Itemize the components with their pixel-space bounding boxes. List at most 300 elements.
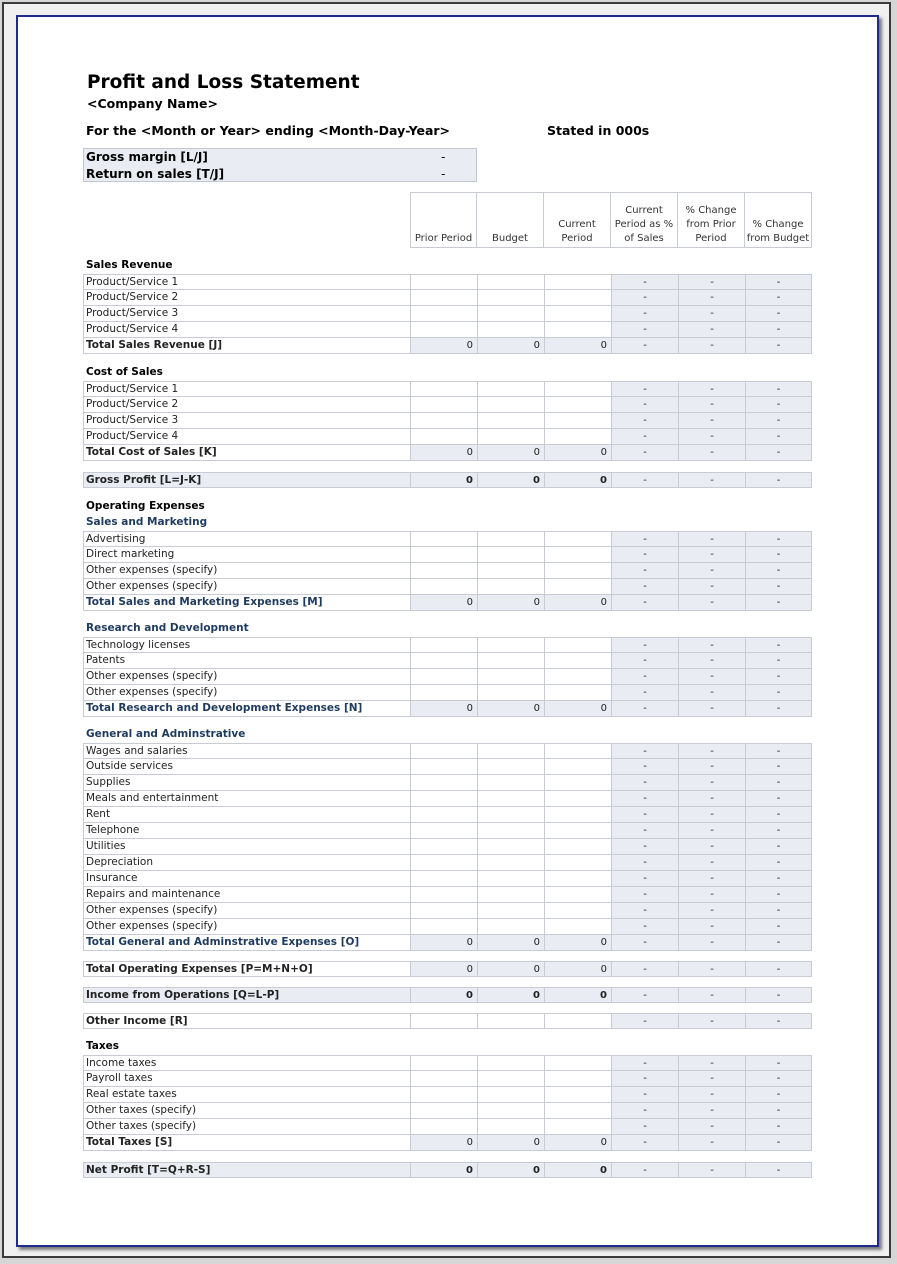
cell-current-period[interactable] (544, 1071, 611, 1087)
cell-pct-change-budget: - (745, 871, 812, 887)
cell-current-pct-sales: - (611, 637, 678, 653)
cell-current-pct-sales: - (611, 823, 678, 839)
line-item-row (83, 855, 812, 871)
cell-current-period[interactable] (544, 381, 611, 397)
row-label: Repairs and maintenance (83, 887, 410, 903)
cell-pct-change-budget: - (745, 1071, 812, 1087)
cell-pct-change-prior: - (678, 685, 745, 701)
column-header-current-period: Current Period (544, 192, 611, 248)
company-name[interactable]: <Company Name> (87, 96, 218, 111)
cell-budget[interactable] (477, 855, 544, 871)
row-label: Supplies (83, 775, 410, 791)
line-item-row (83, 887, 812, 903)
line-item-row (83, 1071, 812, 1087)
cell-pct-change-budget: - (745, 987, 812, 1003)
ratio-value: - (441, 167, 446, 181)
cell-budget[interactable] (477, 759, 544, 775)
line-item-row (83, 839, 812, 855)
cell-current-pct-sales: - (611, 322, 678, 338)
cell-current-period[interactable] (544, 531, 611, 547)
cell-budget[interactable] (477, 807, 544, 823)
cell-budget[interactable] (477, 429, 544, 445)
line-item-row (83, 322, 812, 338)
cell-current-pct-sales: - (611, 685, 678, 701)
cell-prior-period[interactable]: 0 (410, 472, 477, 488)
cell-budget[interactable] (477, 653, 544, 669)
cell-prior-period[interactable]: 0 (410, 338, 477, 354)
cell-prior-period[interactable]: 0 (410, 935, 477, 951)
cell-current-period[interactable] (544, 413, 611, 429)
cell-pct-change-budget: - (745, 961, 812, 977)
cell-prior-period[interactable] (410, 823, 477, 839)
cell-current-period[interactable] (544, 823, 611, 839)
cell-budget[interactable] (477, 887, 544, 903)
cell-budget[interactable] (477, 1119, 544, 1135)
cell-budget[interactable] (477, 823, 544, 839)
cell-prior-period[interactable] (410, 1103, 477, 1119)
cell-prior-period[interactable] (410, 839, 477, 855)
cell-current-pct-sales: - (611, 1055, 678, 1071)
line-item-row (83, 871, 812, 887)
cell-budget[interactable] (477, 413, 544, 429)
cell-pct-change-prior: - (678, 1103, 745, 1119)
cell-current-period[interactable] (544, 653, 611, 669)
cell-pct-change-prior: - (678, 1055, 745, 1071)
section-heading-research-development: Research and Development (86, 622, 249, 634)
row-label: Product/Service 4 (83, 429, 410, 445)
section-heading-general-admin: General and Adminstrative (86, 728, 246, 740)
cell-current-period[interactable]: 0 (544, 595, 611, 611)
cell-prior-period[interactable] (410, 775, 477, 791)
cell-budget[interactable]: 0 (477, 338, 544, 354)
cell-prior-period[interactable] (410, 397, 477, 413)
line-item-row (83, 759, 812, 775)
cell-current-period[interactable] (544, 871, 611, 887)
cell-prior-period[interactable] (410, 322, 477, 338)
row-label: Other expenses (specify) (83, 685, 410, 701)
cell-pct-change-prior: - (678, 935, 745, 951)
cell-current-period[interactable] (544, 759, 611, 775)
cell-current-pct-sales: - (611, 1087, 678, 1103)
cell-prior-period[interactable]: 0 (410, 961, 477, 977)
cell-budget[interactable]: 0 (477, 472, 544, 488)
cell-current-period[interactable] (544, 274, 611, 290)
cell-prior-period[interactable] (410, 759, 477, 775)
cell-current-period[interactable] (544, 839, 611, 855)
cell-current-pct-sales: - (611, 445, 678, 461)
section-heading-taxes: Taxes (86, 1040, 120, 1052)
income-from-operations-row (83, 987, 812, 1003)
cell-prior-period[interactable] (410, 807, 477, 823)
total-operating-expenses-row (83, 961, 812, 977)
cell-budget[interactable] (477, 775, 544, 791)
cell-pct-change-prior: - (678, 823, 745, 839)
row-label: Product/Service 4 (83, 322, 410, 338)
cell-pct-change-budget: - (745, 338, 812, 354)
stated-units: Stated in 000s (547, 123, 650, 138)
cell-budget[interactable] (477, 871, 544, 887)
other-income-row (83, 1013, 812, 1029)
cell-pct-change-budget: - (745, 381, 812, 397)
row-label: Other taxes (specify) (83, 1103, 410, 1119)
total-sales-revenue-row (83, 338, 812, 354)
cell-prior-period[interactable] (410, 1071, 477, 1087)
cell-pct-change-prior: - (678, 472, 745, 488)
cell-budget[interactable] (477, 685, 544, 701)
period-line[interactable]: For the <Month or Year> ending <Month-Day-Year> (86, 123, 451, 138)
cell-current-pct-sales: - (611, 1135, 678, 1151)
cell-prior-period[interactable] (410, 685, 477, 701)
section-heading-cost-of-sales: Cost of Sales (86, 366, 163, 378)
cell-pct-change-budget: - (745, 413, 812, 429)
line-item-row (83, 274, 812, 290)
row-label: Other expenses (specify) (83, 669, 410, 685)
cell-prior-period[interactable] (410, 1055, 477, 1071)
cell-prior-period[interactable] (410, 855, 477, 871)
cell-pct-change-prior: - (678, 759, 745, 775)
ratio-gross-margin (86, 149, 474, 166)
row-label: Product/Service 3 (83, 306, 410, 322)
cell-current-pct-sales: - (611, 759, 678, 775)
row-label: Payroll taxes (83, 1071, 410, 1087)
cell-budget[interactable] (477, 1087, 544, 1103)
cell-prior-period[interactable] (410, 531, 477, 547)
cell-budget[interactable] (477, 290, 544, 306)
cell-prior-period[interactable]: 0 (410, 1162, 477, 1178)
cell-pct-change-budget: - (745, 887, 812, 903)
cell-prior-period[interactable] (410, 919, 477, 935)
cell-current-pct-sales: - (611, 987, 678, 1003)
cell-prior-period[interactable] (410, 381, 477, 397)
line-item-row (83, 531, 812, 547)
cell-current-period[interactable] (544, 1013, 611, 1029)
cell-pct-change-budget: - (745, 1162, 812, 1178)
cell-prior-period[interactable] (410, 653, 477, 669)
row-label: Product/Service 2 (83, 397, 410, 413)
column-header-pct-change-prior: % Change from Prior Period (678, 192, 745, 248)
cell-pct-change-prior: - (678, 579, 745, 595)
cell-pct-change-prior: - (678, 839, 745, 855)
cell-prior-period[interactable] (410, 429, 477, 445)
cell-budget[interactable] (477, 322, 544, 338)
cell-current-pct-sales: - (611, 935, 678, 951)
cell-pct-change-budget: - (745, 322, 812, 338)
cell-current-period[interactable]: 0 (544, 935, 611, 951)
cell-current-pct-sales: - (611, 1162, 678, 1178)
line-item-row (83, 775, 812, 791)
cell-pct-change-budget: - (745, 397, 812, 413)
column-header-pct-change-budget: % Change from Budget (745, 192, 812, 248)
cell-pct-change-prior: - (678, 563, 745, 579)
cell-budget[interactable]: 0 (477, 701, 544, 717)
cell-pct-change-prior: - (678, 701, 745, 717)
row-label: Product/Service 3 (83, 413, 410, 429)
cell-pct-change-prior: - (678, 322, 745, 338)
cell-current-period[interactable] (544, 919, 611, 935)
row-label: Utilities (83, 839, 410, 855)
cell-current-period[interactable] (544, 669, 611, 685)
cell-pct-change-prior: - (678, 653, 745, 669)
cell-current-period[interactable] (544, 887, 611, 903)
row-label: Wages and salaries (83, 743, 410, 759)
cell-budget[interactable]: 0 (477, 935, 544, 951)
cell-current-period[interactable] (544, 903, 611, 919)
cell-current-period[interactable] (544, 855, 611, 871)
row-label: Total Sales Revenue [J] (83, 338, 410, 354)
line-item-row (83, 807, 812, 823)
row-label: Rent (83, 807, 410, 823)
cell-pct-change-prior: - (678, 1119, 745, 1135)
cell-pct-change-prior: - (678, 429, 745, 445)
cell-current-pct-sales: - (611, 547, 678, 563)
cell-pct-change-budget: - (745, 429, 812, 445)
cell-prior-period[interactable]: 0 (410, 595, 477, 611)
cell-budget[interactable] (477, 274, 544, 290)
cell-pct-change-budget: - (745, 839, 812, 855)
cell-budget[interactable] (477, 919, 544, 935)
cell-budget[interactable] (477, 743, 544, 759)
row-label: Net Profit [T=Q+R-S] (83, 1162, 410, 1178)
row-label: Other expenses (specify) (83, 903, 410, 919)
cell-pct-change-prior: - (678, 338, 745, 354)
cell-pct-change-budget: - (745, 669, 812, 685)
cell-pct-change-budget: - (745, 701, 812, 717)
line-item-row (83, 306, 812, 322)
cell-budget[interactable] (477, 839, 544, 855)
cell-current-period[interactable] (544, 1103, 611, 1119)
cell-current-period[interactable]: 0 (544, 338, 611, 354)
cell-pct-change-budget: - (745, 531, 812, 547)
cell-pct-change-budget: - (745, 595, 812, 611)
cell-current-period[interactable] (544, 429, 611, 445)
cell-current-period[interactable]: 0 (544, 445, 611, 461)
column-header-current-pct-sales: Current Period as % of Sales (611, 192, 678, 248)
cell-prior-period[interactable]: 0 (410, 701, 477, 717)
cell-prior-period[interactable] (410, 1013, 477, 1029)
line-item-row (83, 290, 812, 306)
cell-pct-change-budget: - (745, 579, 812, 595)
cell-current-period[interactable] (544, 637, 611, 653)
cell-current-pct-sales: - (611, 653, 678, 669)
row-label: Total Research and Development Expenses [N] (83, 701, 410, 717)
cell-current-period[interactable]: 0 (544, 472, 611, 488)
row-label: Patents (83, 653, 410, 669)
cell-budget[interactable] (477, 397, 544, 413)
cell-current-period[interactable]: 0 (544, 961, 611, 977)
cell-pct-change-prior: - (678, 961, 745, 977)
cell-pct-change-prior: - (678, 919, 745, 935)
cell-budget[interactable] (477, 1055, 544, 1071)
cell-pct-change-budget: - (745, 807, 812, 823)
cell-prior-period[interactable] (410, 1087, 477, 1103)
cell-pct-change-prior: - (678, 547, 745, 563)
cell-current-period[interactable] (544, 1087, 611, 1103)
row-label: Real estate taxes (83, 1087, 410, 1103)
cell-pct-change-budget: - (745, 775, 812, 791)
cell-budget[interactable] (477, 903, 544, 919)
cell-pct-change-prior: - (678, 807, 745, 823)
cell-current-period[interactable] (544, 791, 611, 807)
row-label: Product/Service 1 (83, 381, 410, 397)
cell-budget[interactable]: 0 (477, 445, 544, 461)
line-item-row (83, 669, 812, 685)
row-label: Other expenses (specify) (83, 919, 410, 935)
cell-current-pct-sales: - (611, 579, 678, 595)
cell-pct-change-budget: - (745, 653, 812, 669)
cell-current-pct-sales: - (611, 413, 678, 429)
cell-pct-change-prior: - (678, 903, 745, 919)
cell-prior-period[interactable]: 0 (410, 987, 477, 1003)
cell-prior-period[interactable] (410, 791, 477, 807)
row-label: Direct marketing (83, 547, 410, 563)
row-label: Depreciation (83, 855, 410, 871)
cell-current-period[interactable] (544, 563, 611, 579)
cell-prior-period[interactable] (410, 1119, 477, 1135)
cell-budget[interactable] (477, 547, 544, 563)
cell-pct-change-prior: - (678, 595, 745, 611)
row-label: Income taxes (83, 1055, 410, 1071)
cell-budget[interactable] (477, 381, 544, 397)
row-label: Other expenses (specify) (83, 579, 410, 595)
cell-budget[interactable]: 0 (477, 961, 544, 977)
cell-pct-change-budget: - (745, 290, 812, 306)
cell-budget[interactable] (477, 306, 544, 322)
cell-prior-period[interactable] (410, 871, 477, 887)
cell-current-period[interactable] (544, 743, 611, 759)
row-label: Total Cost of Sales [K] (83, 445, 410, 461)
cell-current-pct-sales: - (611, 887, 678, 903)
cell-pct-change-prior: - (678, 887, 745, 903)
cell-current-period[interactable]: 0 (544, 1135, 611, 1151)
cell-budget[interactable]: 0 (477, 1135, 544, 1151)
cell-prior-period[interactable] (410, 563, 477, 579)
cell-budget[interactable] (477, 1103, 544, 1119)
cell-current-pct-sales: - (611, 807, 678, 823)
line-item-row (83, 413, 812, 429)
cell-budget[interactable] (477, 579, 544, 595)
cell-budget[interactable]: 0 (477, 1162, 544, 1178)
section-heading-sales-revenue: Sales Revenue (86, 259, 173, 271)
cell-pct-change-budget: - (745, 1135, 812, 1151)
cell-budget[interactable] (477, 1071, 544, 1087)
total-taxes-row (83, 1135, 812, 1151)
cell-prior-period[interactable] (410, 887, 477, 903)
cell-current-pct-sales: - (611, 961, 678, 977)
cell-pct-change-budget: - (745, 1055, 812, 1071)
cell-pct-change-prior: - (678, 871, 745, 887)
cell-current-period[interactable] (544, 1055, 611, 1071)
cell-pct-change-budget: - (745, 563, 812, 579)
cell-current-pct-sales: - (611, 531, 678, 547)
line-item-row (83, 685, 812, 701)
cell-current-period[interactable] (544, 579, 611, 595)
cell-current-pct-sales: - (611, 472, 678, 488)
cell-current-pct-sales: - (611, 903, 678, 919)
cell-prior-period[interactable] (410, 669, 477, 685)
cell-prior-period[interactable] (410, 903, 477, 919)
cell-prior-period[interactable] (410, 579, 477, 595)
cell-budget[interactable] (477, 637, 544, 653)
cell-current-period[interactable] (544, 547, 611, 563)
cell-prior-period[interactable] (410, 413, 477, 429)
cell-pct-change-prior: - (678, 1162, 745, 1178)
cell-prior-period[interactable] (410, 547, 477, 563)
cell-current-pct-sales: - (611, 775, 678, 791)
cell-pct-change-prior: - (678, 290, 745, 306)
cell-current-period[interactable] (544, 1119, 611, 1135)
cell-pct-change-prior: - (678, 669, 745, 685)
cell-pct-change-budget: - (745, 306, 812, 322)
cell-current-pct-sales: - (611, 919, 678, 935)
cell-current-pct-sales: - (611, 1071, 678, 1087)
cell-pct-change-budget: - (745, 903, 812, 919)
cell-budget[interactable]: 0 (477, 987, 544, 1003)
cell-pct-change-budget: - (745, 935, 812, 951)
cell-current-period[interactable] (544, 685, 611, 701)
cell-current-period[interactable]: 0 (544, 701, 611, 717)
row-label: Total Operating Expenses [P=M+N+O] (83, 961, 410, 977)
cell-budget[interactable] (477, 791, 544, 807)
column-header-budget: Budget (477, 192, 544, 248)
cell-prior-period[interactable] (410, 274, 477, 290)
line-item-row (83, 397, 812, 413)
cell-current-period[interactable] (544, 397, 611, 413)
cell-prior-period[interactable] (410, 290, 477, 306)
cell-current-period[interactable] (544, 807, 611, 823)
cell-current-pct-sales: - (611, 274, 678, 290)
cell-budget[interactable] (477, 531, 544, 547)
cell-prior-period[interactable]: 0 (410, 1135, 477, 1151)
cell-current-pct-sales: - (611, 429, 678, 445)
column-header-prior-period: Prior Period (410, 192, 477, 248)
cell-prior-period[interactable] (410, 743, 477, 759)
total-research-development-row (83, 701, 812, 717)
cell-current-period[interactable]: 0 (544, 1162, 611, 1178)
cell-current-period[interactable] (544, 306, 611, 322)
line-item-row (83, 903, 812, 919)
cell-prior-period[interactable] (410, 637, 477, 653)
cell-budget[interactable] (477, 1013, 544, 1029)
cell-prior-period[interactable] (410, 306, 477, 322)
cell-budget[interactable] (477, 563, 544, 579)
cell-pct-change-prior: - (678, 855, 745, 871)
cell-current-period[interactable] (544, 290, 611, 306)
row-label: Total General and Adminstrative Expenses [O] (83, 935, 410, 951)
row-label: Gross Profit [L=J-K] (83, 472, 410, 488)
ratio-label: Gross margin [L/J] (86, 150, 208, 164)
cell-current-pct-sales: - (611, 381, 678, 397)
cell-budget[interactable]: 0 (477, 595, 544, 611)
line-item-row (83, 1055, 812, 1071)
cell-pct-change-budget: - (745, 1119, 812, 1135)
ratio-value: - (441, 150, 446, 164)
cell-prior-period[interactable]: 0 (410, 445, 477, 461)
section-heading-operating-expenses: Operating Expenses (86, 500, 205, 512)
line-item-row (83, 791, 812, 807)
row-label: Total Taxes [S] (83, 1135, 410, 1151)
cell-pct-change-prior: - (678, 381, 745, 397)
cell-current-pct-sales: - (611, 397, 678, 413)
cell-current-pct-sales: - (611, 338, 678, 354)
cell-pct-change-prior: - (678, 1135, 745, 1151)
cell-current-period[interactable] (544, 775, 611, 791)
row-label: Meals and entertainment (83, 791, 410, 807)
cell-current-period[interactable] (544, 322, 611, 338)
cell-current-pct-sales: - (611, 595, 678, 611)
cell-current-period[interactable]: 0 (544, 987, 611, 1003)
ratio-label: Return on sales [T/J] (86, 167, 225, 181)
cell-budget[interactable] (477, 669, 544, 685)
